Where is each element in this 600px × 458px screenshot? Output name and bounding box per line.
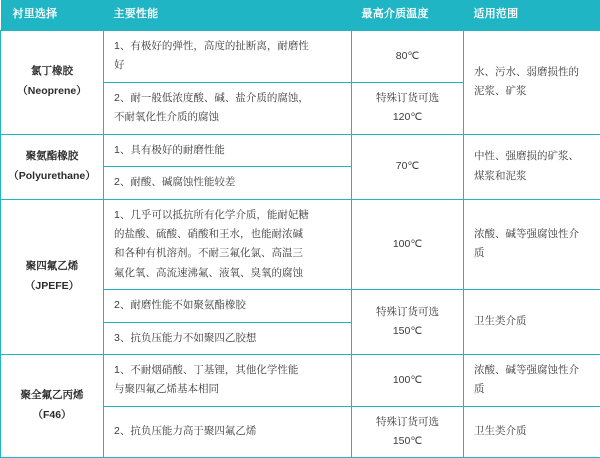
cell-performance [104,322,352,354]
performance-line: 1、有极好的弹性，高度的扯断离，耐磨性 [114,40,309,52]
column-header-lining: 衬里选择 [1,0,104,31]
application-line: 卫生类介质 [474,425,527,437]
table-row [1,31,600,83]
performance-line: 不耐氧化性介质的腐蚀 [114,111,219,123]
cell-max-temp [352,199,464,290]
application-line: 质 [474,247,485,259]
performance-line: 2、耐磨性能不如聚氨酯橡胶 [114,299,246,311]
cell-max-temp [352,406,464,457]
performance-line: 2、抗负压能力高于聚四氟乙烯 [114,425,256,437]
application-line: 质 [474,383,485,395]
material-name-line: （Polyurethane） [8,170,96,182]
table-body [1,31,600,458]
column-header-performance: 主要性能 [104,0,352,31]
max-temp-line: 100℃ [393,238,422,250]
application-line: 水、污水、弱磨损性的 [474,66,579,78]
max-temp-line: 150℃ [393,325,422,337]
cell-material-name [1,355,104,458]
table-row [1,134,600,166]
max-temp-line: 150℃ [393,435,422,447]
cell-max-temp [352,290,464,355]
material-name-line: 聚全氟乙丙烯 [21,389,84,401]
max-temp-line: 120℃ [393,111,422,123]
cell-material-name [1,134,104,199]
application-line: 浓酸、碱等强腐蚀性介 [474,364,579,376]
cell-performance [104,199,352,290]
cell-application [464,406,600,457]
performance-line: 1、几乎可以抵抗所有化学介质，能耐妃糖 [114,209,309,221]
cell-material-name [1,31,104,135]
performance-line: 氟化氧、高流速沸氟、液氧、臭氧的腐蚀 [114,267,303,279]
cell-application [464,134,600,199]
performance-line: 和各种有机溶剂。不耐三氟化氯、高温三 [114,247,303,259]
application-line: 浓酸、碱等强腐蚀性介 [474,228,579,240]
cell-performance [104,31,352,83]
cell-application [464,31,600,135]
max-temp-line: 特殊订货可选 [376,92,439,104]
max-temp-line: 特殊订货可选 [376,416,439,428]
cell-performance [104,167,352,199]
material-name-line: 氯丁橡胶 [31,65,73,77]
cell-performance [104,406,352,457]
performance-line: 2、耐酸、碱腐蚀性能较差 [114,176,235,188]
max-temp-line: 70℃ [396,160,419,172]
cell-performance [104,355,352,407]
cell-performance [104,82,352,134]
cell-performance [104,134,352,166]
cell-application [464,199,600,290]
table-row [1,355,600,407]
material-name-line: （Neoprene） [17,85,86,97]
cell-application [464,355,600,407]
table-header-row [1,0,600,31]
material-name-line: 聚四氟乙烯 [26,260,79,272]
cell-performance [104,290,352,322]
column-header-application: 适用范围 [464,0,600,31]
cell-max-temp [352,134,464,199]
max-temp-line: 80℃ [396,50,419,62]
performance-line: 的盐酸、硫酸、硝酸和王水，也能耐浓碱 [114,228,303,240]
application-line: 泥浆、矿浆 [474,85,527,97]
application-line: 煤浆和泥浆 [474,170,527,182]
cell-application [464,290,600,355]
performance-line: 2、耐一般低浓度酸、碱、盐介质的腐蚀， [114,92,309,104]
performance-line: 与聚四氟乙烯基本相同 [114,383,219,395]
max-temp-line: 特殊订货可选 [376,306,439,318]
max-temp-line: 100℃ [393,374,422,386]
material-name-line: （F46） [32,409,71,421]
performance-line: 3、抗负压能力不如聚四乙胶想 [114,332,256,344]
application-line: 中性、强磨损的矿浆、 [474,150,579,162]
table-row [1,199,600,290]
performance-line: 1、具有极好的耐磨性能 [114,144,225,156]
cell-max-temp [352,31,464,83]
application-line: 卫生类介质 [474,315,527,327]
performance-line: 1、不耐烟硝酸、丁基锂，其他化学性能 [114,364,298,376]
cell-material-name [1,199,104,355]
table-header [1,0,600,31]
cell-max-temp [352,355,464,407]
material-name-line: 聚氨酯橡胶 [26,150,79,162]
performance-line: 好 [114,59,125,71]
column-header-max-temp: 最高介质温度 [352,0,464,31]
material-name-line: （JPEFE） [25,280,79,292]
cell-max-temp [352,82,464,134]
